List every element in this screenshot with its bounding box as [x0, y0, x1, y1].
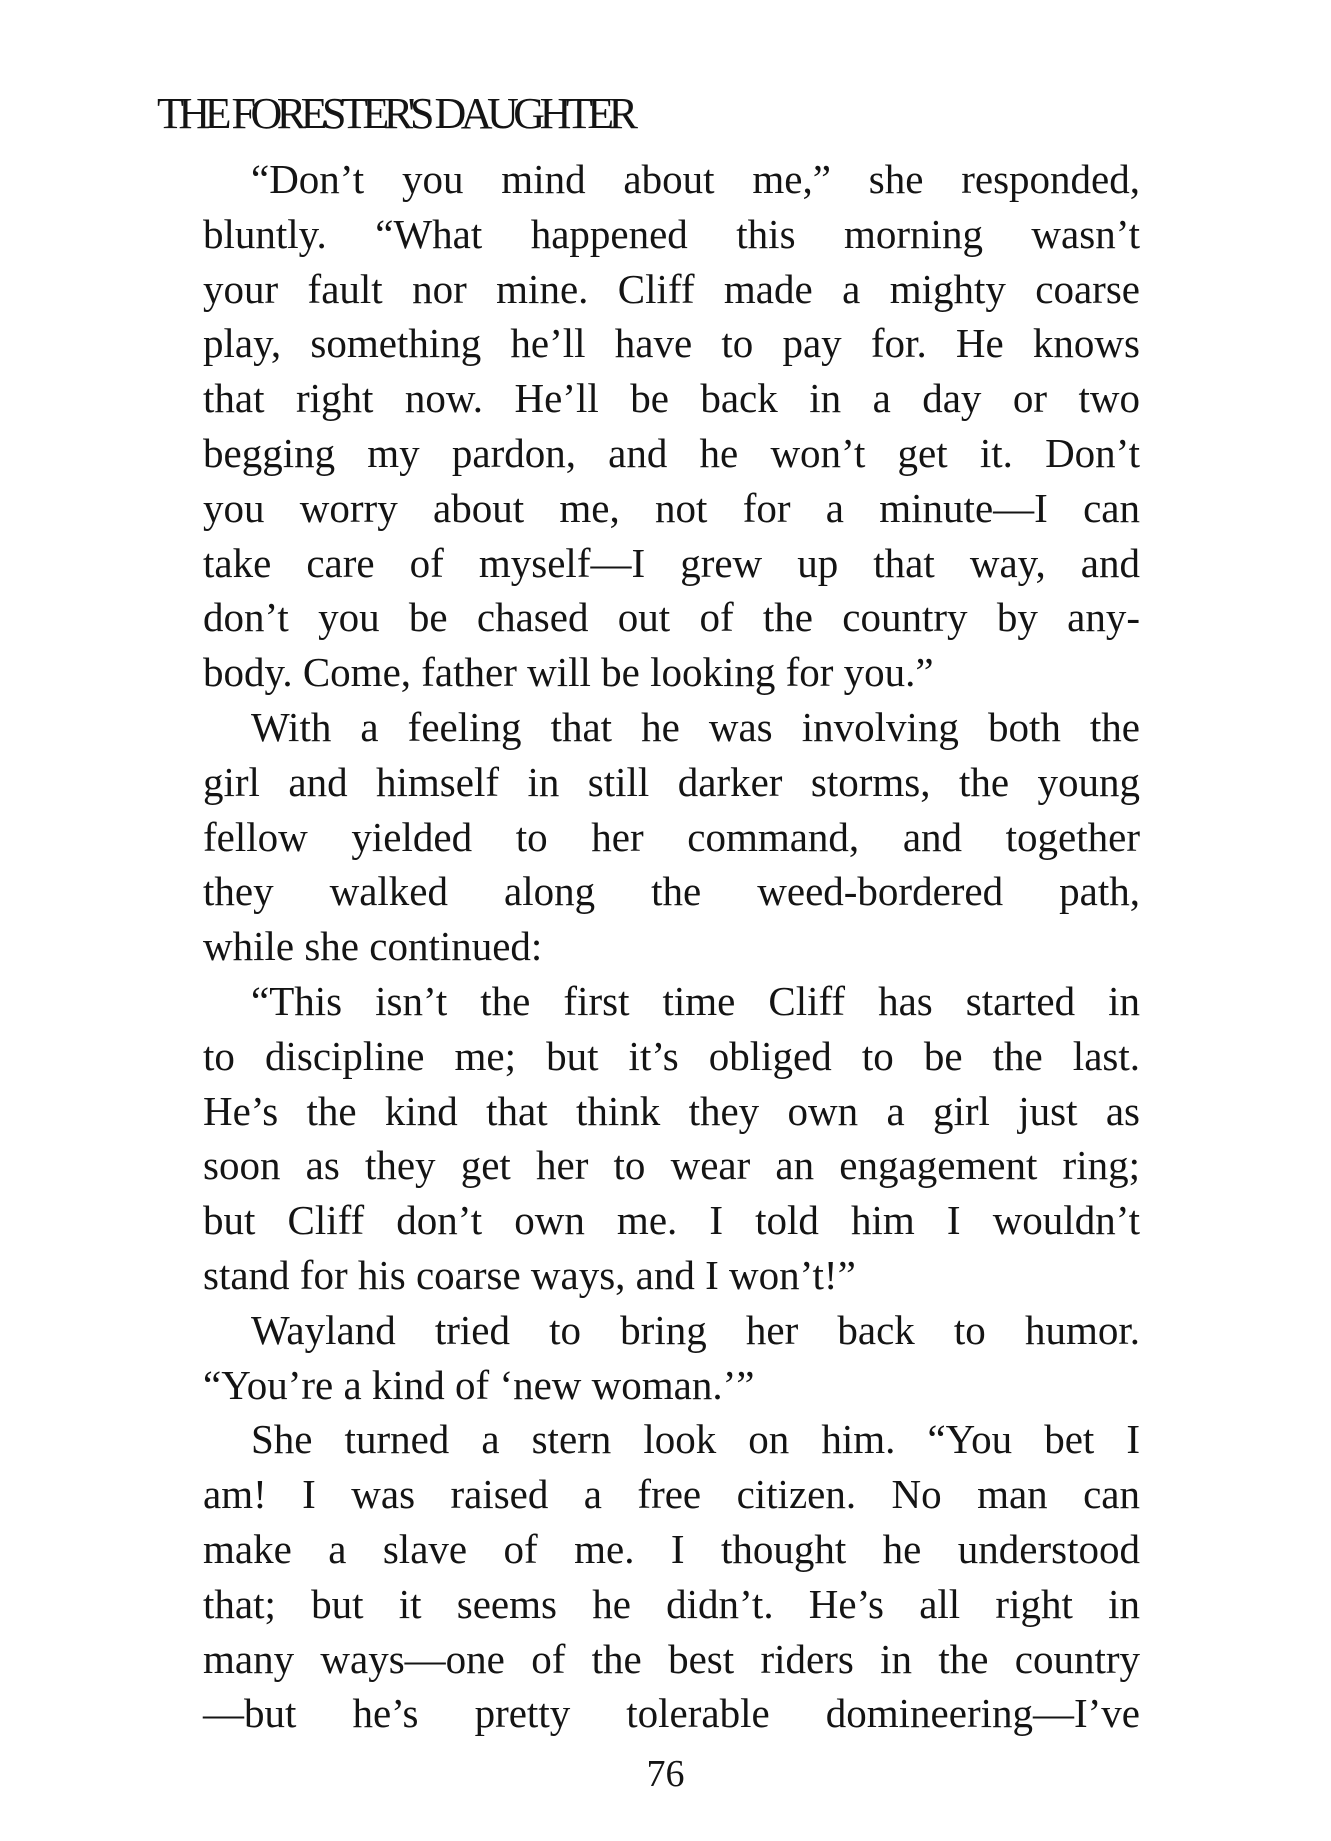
- text-line: begging my pardon, and he won’t get it. Don’t: [203, 429, 1140, 476]
- text-line: With a feeling that he was involving both the: [251, 703, 1140, 750]
- text-line: Wayland tried to bring her back to humor.: [251, 1306, 1140, 1353]
- text-line: they walked along the weed-bordered path,: [203, 868, 1140, 915]
- paragraph: [155, 974, 1140, 1303]
- text-line: girl and himself in still darker storms, the young: [203, 758, 1140, 805]
- text-line: many ways—one of the best riders in the country: [203, 1635, 1140, 1682]
- text-line: am! I was raised a free citizen. No man can: [203, 1471, 1140, 1518]
- body-text: [155, 152, 1140, 1741]
- text-line: to discipline me; but it’s obliged to be the last.: [203, 1032, 1140, 1079]
- text-line: take care of myself—I grew up that way, and: [203, 539, 1140, 586]
- text-line: stand for his coarse ways, and I won’t!”: [203, 1251, 856, 1298]
- text-line: He’s the kind that think they own a girl just as: [203, 1087, 1140, 1134]
- text-line: but Cliff don’t own me. I told him I wouldn’t: [203, 1197, 1140, 1244]
- page-number: 76: [646, 1753, 685, 1795]
- text-line: bluntly. “What happened this morning wasn’t: [203, 210, 1140, 257]
- paragraph: [155, 1412, 1140, 1741]
- text-line: “Don’t you mind about me,” she responded,: [251, 156, 1140, 202]
- text-line: —but he’s pretty tolerable domineering—I’ve: [203, 1690, 1140, 1737]
- text-line: you worry about me, not for a minute—I can: [203, 484, 1140, 531]
- text-line: soon as they get her to wear an engagement ring;: [203, 1142, 1140, 1189]
- text-line: while she continued:: [203, 923, 543, 970]
- paragraph: [155, 700, 1140, 974]
- paragraph: [155, 1303, 1140, 1413]
- text-line: don’t you be chased out of the country by any-: [203, 594, 1140, 641]
- text-line: fellow yielded to her command, and together: [203, 813, 1140, 860]
- text-line: She turned a stern look on him. “You bet I: [251, 1416, 1140, 1463]
- book-page: [155, 84, 1140, 1741]
- text-line: play, something he’ll have to pay for. He knows: [203, 320, 1140, 367]
- text-line: make a slave of me. I thought he understood: [203, 1525, 1140, 1572]
- text-line: your fault nor mine. Cliff made a mighty coarse: [203, 265, 1140, 312]
- text-line: that right now. He’ll be back in a day or two: [203, 375, 1140, 422]
- text-line: that; but it seems he didn’t. He’s all right in: [203, 1580, 1140, 1627]
- text-line: “This isn’t the first time Cliff has started in: [251, 977, 1140, 1024]
- paragraph: [155, 152, 1140, 700]
- text-line: “You’re a kind of ‘new woman.’”: [203, 1361, 755, 1408]
- running-head: THE FORESTER'S DAUGHTER: [157, 89, 633, 138]
- text-line: body. Come, father will be looking for you.”: [203, 649, 934, 696]
